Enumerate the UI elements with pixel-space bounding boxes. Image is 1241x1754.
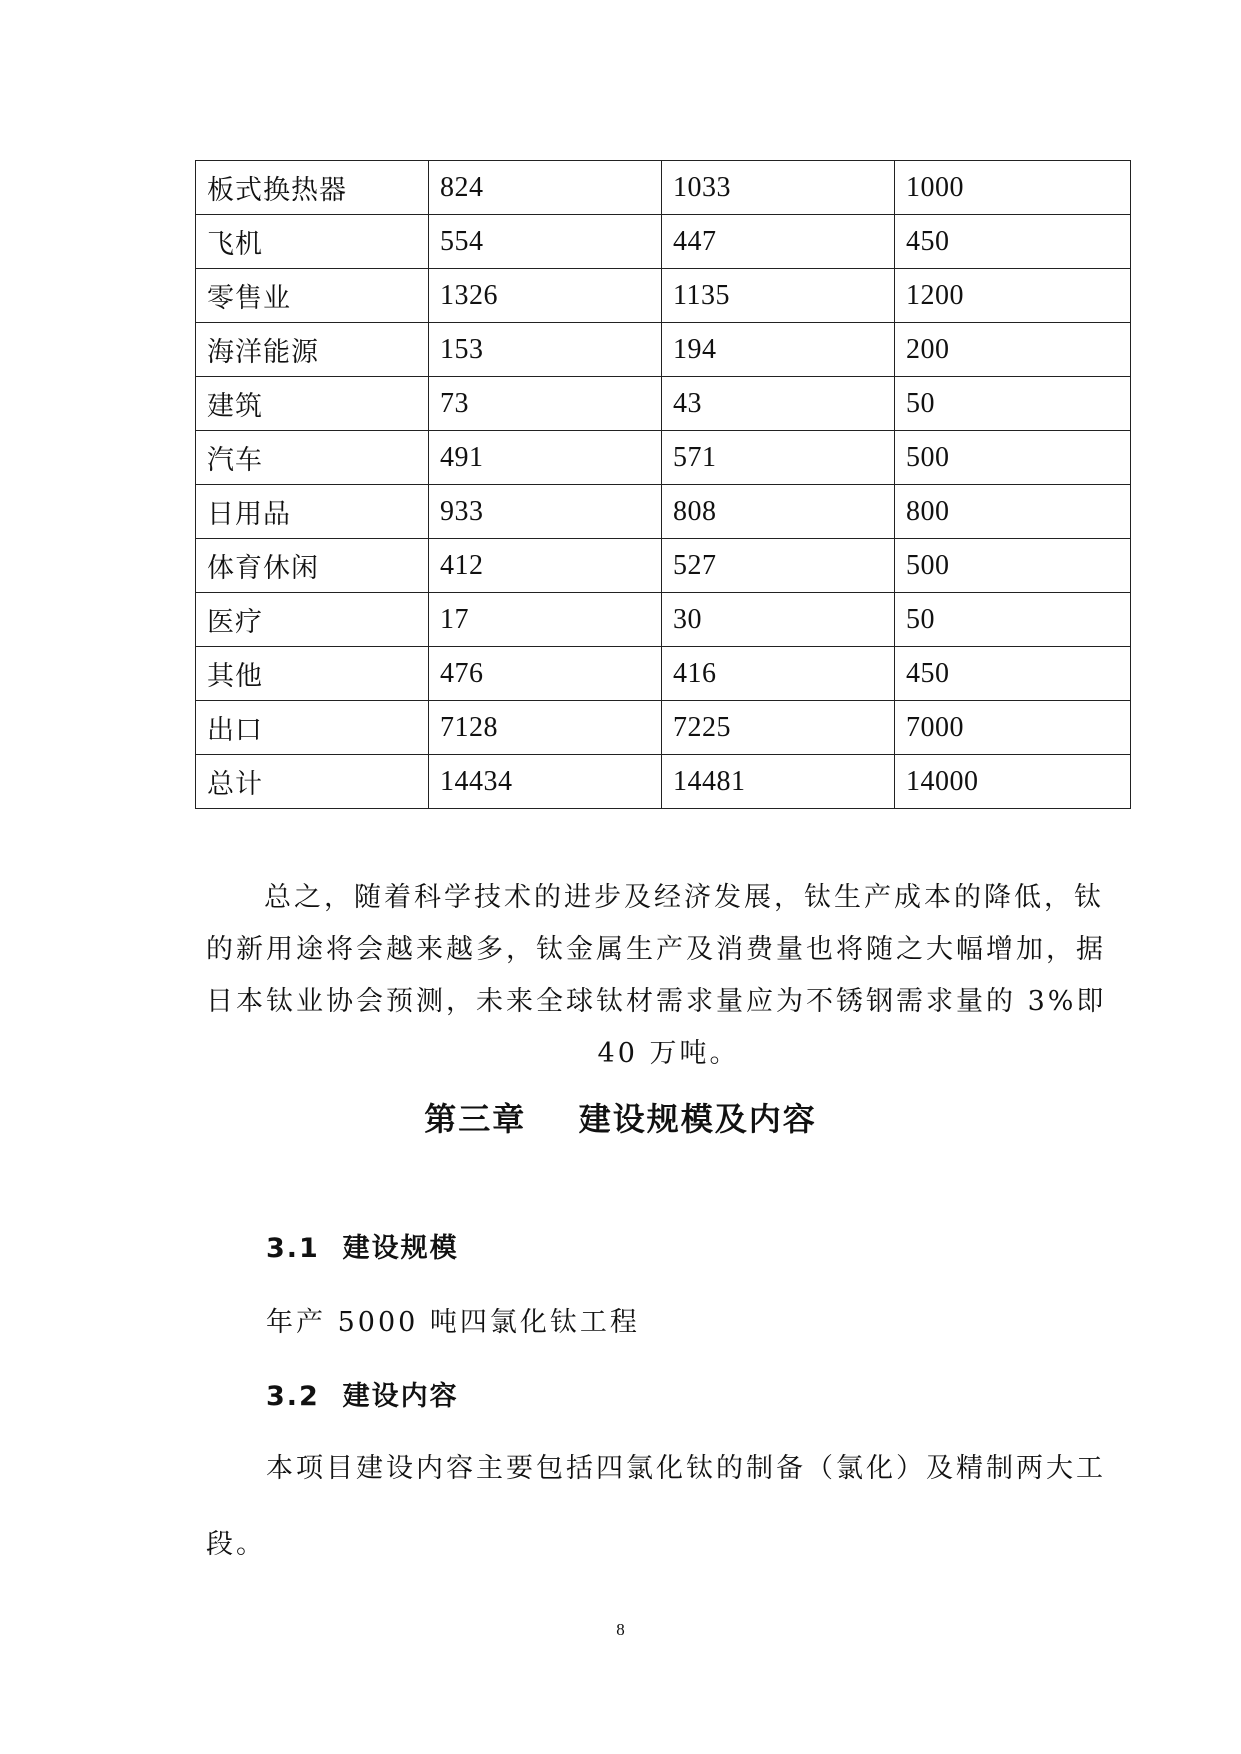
table-cell-category: 日用品 (196, 485, 429, 539)
table-cell-value: 7128 (429, 701, 662, 755)
table-row (196, 215, 1131, 269)
table-row (196, 431, 1131, 485)
table-cell-value: 1135 (662, 269, 895, 323)
table-cell-value: 30 (662, 593, 895, 647)
table-cell-value: 416 (662, 647, 895, 701)
table-row (196, 269, 1131, 323)
table-cell-value: 1200 (895, 269, 1131, 323)
table-cell-value: 450 (895, 647, 1131, 701)
table-row (196, 701, 1131, 755)
table-cell-category: 飞机 (196, 215, 429, 269)
table-cell-value: 412 (429, 539, 662, 593)
table-row (196, 377, 1131, 431)
table-row (196, 539, 1131, 593)
table-cell-value: 500 (895, 539, 1131, 593)
table-cell-value: 500 (895, 431, 1131, 485)
summary-last-line: 40 万吨。 (597, 1038, 740, 1069)
table-cell-category: 体育休闲 (196, 539, 429, 593)
table-cell-category: 建筑 (196, 377, 429, 431)
table-cell-value: 450 (895, 215, 1131, 269)
table-cell-value: 527 (662, 539, 895, 593)
table-cell-category: 出口 (196, 701, 429, 755)
table-cell-value: 800 (895, 485, 1131, 539)
section-3-2-body-wrap (206, 1431, 1131, 1583)
table-cell-value: 14434 (429, 755, 662, 809)
table-cell-value: 194 (662, 323, 895, 377)
table-row (196, 323, 1131, 377)
table-cell-category: 海洋能源 (196, 323, 429, 377)
table-cell-value: 554 (429, 215, 662, 269)
table-cell-value: 43 (662, 377, 895, 431)
table-cell-value: 7000 (895, 701, 1131, 755)
section-3-2-title: 3.2 建设内容 (266, 1381, 459, 1412)
table-body (196, 161, 1131, 809)
table-cell-value: 14000 (895, 755, 1131, 809)
table-cell-value: 1326 (429, 269, 662, 323)
summary-paragraph (206, 872, 1131, 1080)
table-cell-category: 零售业 (196, 269, 429, 323)
table-row (196, 485, 1131, 539)
section-3-1-title: 3.1 建设规模 (266, 1233, 459, 1264)
chapter-title: 第三章 建设规模及内容 (424, 1100, 817, 1138)
table-row (196, 755, 1131, 809)
table-cell-value: 808 (662, 485, 895, 539)
table-cell-value: 491 (429, 431, 662, 485)
table-cell-value: 17 (429, 593, 662, 647)
section-3-2-body: 本项目建设内容主要包括四氯化钛的制备（氯化）及精制两大工段。 (206, 1453, 1106, 1560)
table-cell-value: 933 (429, 485, 662, 539)
section-3-1-body: 年产 5000 吨四氯化钛工程 (266, 1307, 640, 1338)
table-cell-value: 50 (895, 593, 1131, 647)
table-cell-value: 571 (662, 431, 895, 485)
summary-text: 总之，随着科学技术的进步及经济发展，钛生产成本的降低，钛的新用途将会越来越多，钛金属生产及消费量也将随之大幅增加，据日本钛业协会预测，未来全球钛材需求量应为不锈钢需求量的 3%即 (206, 882, 1107, 1017)
table-cell-value: 1033 (662, 161, 895, 215)
page-number: 8 (616, 1620, 625, 1639)
table-cell-value: 1000 (895, 161, 1131, 215)
table-row (196, 593, 1131, 647)
table-cell-value: 14481 (662, 755, 895, 809)
table-cell-category: 医疗 (196, 593, 429, 647)
titanium-consumption-table (195, 160, 1131, 809)
table-cell-value: 50 (895, 377, 1131, 431)
table-cell-category: 总计 (196, 755, 429, 809)
table-row (196, 647, 1131, 701)
table-cell-category: 其他 (196, 647, 429, 701)
table-cell-category: 汽车 (196, 431, 429, 485)
table-cell-value: 200 (895, 323, 1131, 377)
table-cell-value: 7225 (662, 701, 895, 755)
table-cell-value: 447 (662, 215, 895, 269)
table-row (196, 161, 1131, 215)
table-cell-value: 73 (429, 377, 662, 431)
table-cell-value: 153 (429, 323, 662, 377)
table-cell-value: 476 (429, 647, 662, 701)
table-cell-category: 板式换热器 (196, 161, 429, 215)
table-cell-value: 824 (429, 161, 662, 215)
